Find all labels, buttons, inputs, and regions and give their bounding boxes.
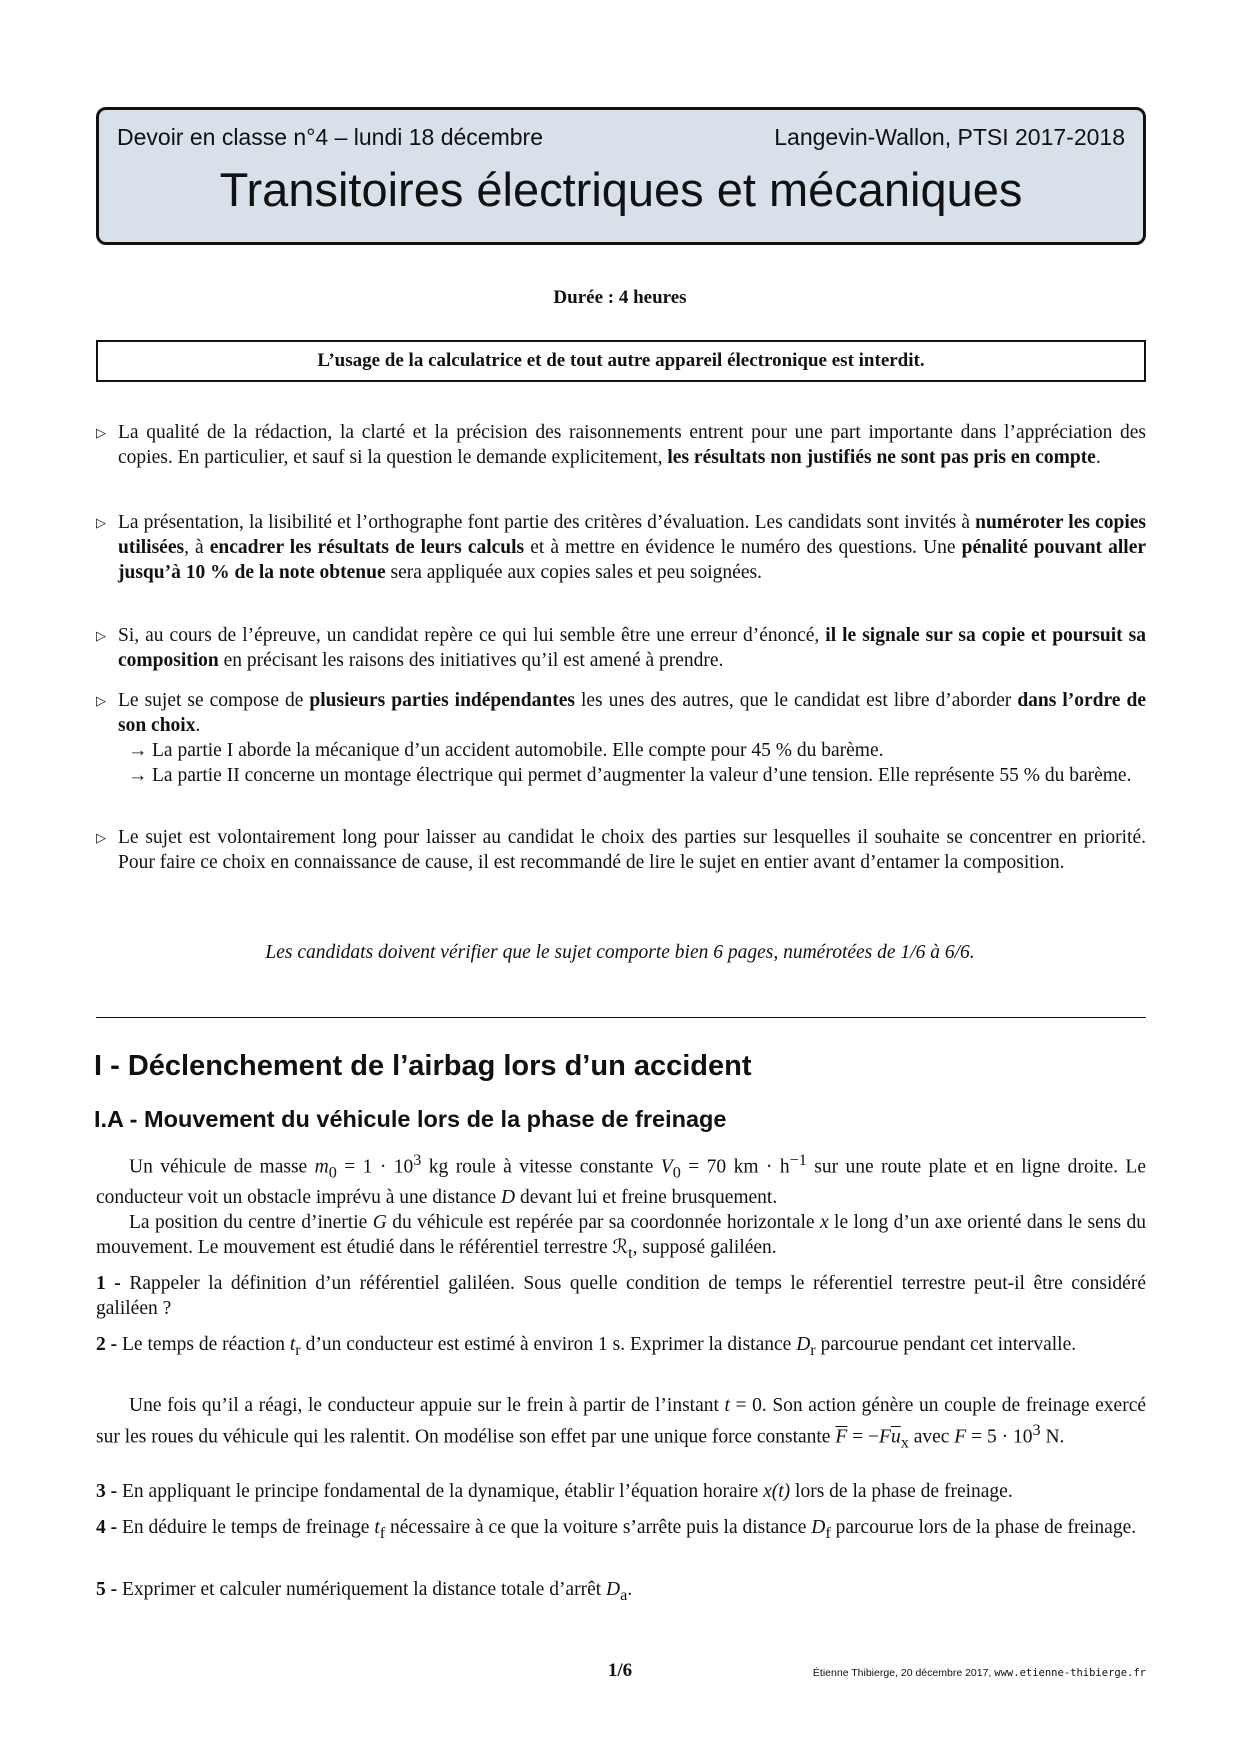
header-school-label: Langevin-Wallon, PTSI 2017-2018 [774, 124, 1125, 150]
calculator-notice: L’usage de la calculatrice et de tout autre appareil électronique est interdit. [96, 340, 1146, 382]
divider [96, 1017, 1146, 1018]
triangle-bullet-icon: ▷ [96, 830, 106, 845]
instruction-item: ▷ Le sujet se compose de plusieurs parties indépendantes les unes des autres, que le candidat est libre d’aborder dans l’ordre de son choix. → La partie I aborde la mécanique d’un accident automobile. Elle compte pour 45 % du barème. → La partie II concerne un montage électrique qui permet d’augmenter la valeur d’une tension. Elle représente 55 % du barème. [96, 690, 1146, 786]
paragraph: La position du centre d’inertie G du véhicule est repérée par sa coordonnée horizontale x le long d’un axe orienté dans le sens du mouvement. Le mouvement est étudié dans le référentiel terrestre ℛ$_t$, supposé galiléen. [96, 1212, 1146, 1262]
header-box [96, 107, 1146, 245]
question-4: 4 - En déduire le temps de freinage $t_f$ nécessaire à ce que la voiture s’arrête puis la distance $D_f$ parcourue lors de la phase de freinage. [96, 1517, 1137, 1542]
page-title: Transitoires électriques et mécaniques [219, 163, 1023, 216]
sub-item: → La partie II concerne un montage électrique qui permet d’augmenter la valeur d’une tension. Elle représente 55 % du barème. [128, 765, 1132, 786]
instruction-item: ▷ La présentation, la lisibilité et l’orthographe font partie des critères d’évaluation. Les candidats sont invités à numéroter les copies utilisées, à encadrer les résultats de leurs calculs et à mettre en évidence le numéro des questions. Une pénalité pouvant aller jusqu’à 10 % de la note obtenue sera appliquée aux copies sales et peu soignées. [96, 512, 1147, 583]
question-2: 2 - Le temps de réaction $t_r$ d’un conducteur est estimé à environ 1 s. Exprimer la distance $D_r$ parcourue pendant cet intervalle. [96, 1334, 1077, 1359]
triangle-bullet-icon: ▷ [96, 515, 106, 530]
instruction-item: ▷ Le sujet est volontairement long pour laisser au candidat le choix des parties sur lesquelles il souhaite se concentrer en priorité. Pour faire ce choix en connaissance de cause, il est recommandé de lire le sujet en entier avant d’entamer la composition. [96, 827, 1146, 873]
question-3: 3 - En appliquant le principe fondamental de la dynamique, établir l’équation horaire x(t) lors de la phase de freinage. [96, 1481, 1013, 1502]
paragraph: Un véhicule de masse $m_0 = 1 \cdot 10^3$ kg roule à vitesse constante $V_0 = 70$ km · $h^{-1}$ sur une route plate et en ligne droite. Le conducteur voit un obstacle imprévu à une distance D devant lui et freine brusquement. [96, 1151, 1146, 1209]
footer-url[interactable]: www.etienne-thibierge.fr [994, 1667, 1146, 1679]
triangle-bullet-icon: ▷ [96, 425, 106, 440]
instruction-item: ▷ Si, au cours de l’épreuve, un candidat repère ce qui lui semble être une erreur d’énoncé, il le signale sur sa copie et poursuit sa composition en précisant les raisons des initiatives qu’il est amené à prendre. [96, 625, 1146, 671]
section-title: I - Déclenchement de l’airbag lors d’un accident [94, 1050, 752, 1082]
triangle-bullet-icon: ▷ [96, 693, 106, 708]
question-5: 5 - Exprimer et calculer numériquement la distance totale d’arrêt $D_a$. [96, 1579, 633, 1604]
subsection-title: I.A - Mouvement du véhicule lors de la phase de freinage [94, 1106, 727, 1132]
header-exam-label: Devoir en classe n°4 – lundi 18 décembre [117, 124, 543, 150]
page-number: 1/6 [607, 1660, 633, 1681]
question-1: 1 - Rappeler la définition d’un référentiel galiléen. Sous quelle condition de temps le réferentiel terrestre peut-il être considéré galiléen ? [96, 1273, 1146, 1319]
arrow-right-icon: → [128, 740, 148, 761]
page-count-note: Les candidats doivent vérifier que le sujet comporte bien 6 pages, numérotées de 1/6 à 6/6. [265, 942, 975, 963]
footer-credit: Étienne Thibierge, 20 décembre 2017, www.etienne-thibierge.fr [812, 1667, 1146, 1679]
paragraph: Une fois qu’il a réagi, le conducteur appuie sur le frein à partir de l’instant t = 0. Son action génère un couple de freinage exercé sur les roues du véhicule qui les ralentit. On modélise son effet par une unique force constante $\overline{F} = -F\overline{u}_x$ avec $F = 5 \cdot 10^3$ N. [96, 1395, 1147, 1452]
triangle-bullet-icon: ▷ [96, 628, 106, 643]
instruction-item: ▷ La qualité de la rédaction, la clarté et la précision des raisonnements entrent pour une part importante dans l’appréciation des copies. En particulier, et sauf si la question le demande explicitement, les résultats non justifiés ne sont pas pris en compte. [96, 422, 1146, 468]
sub-item: → La partie I aborde la mécanique d’un accident automobile. Elle compte pour 45 % du barème. [128, 740, 884, 761]
arrow-right-icon: → [128, 765, 148, 786]
duration-label: Durée : 4 heures [553, 287, 687, 308]
